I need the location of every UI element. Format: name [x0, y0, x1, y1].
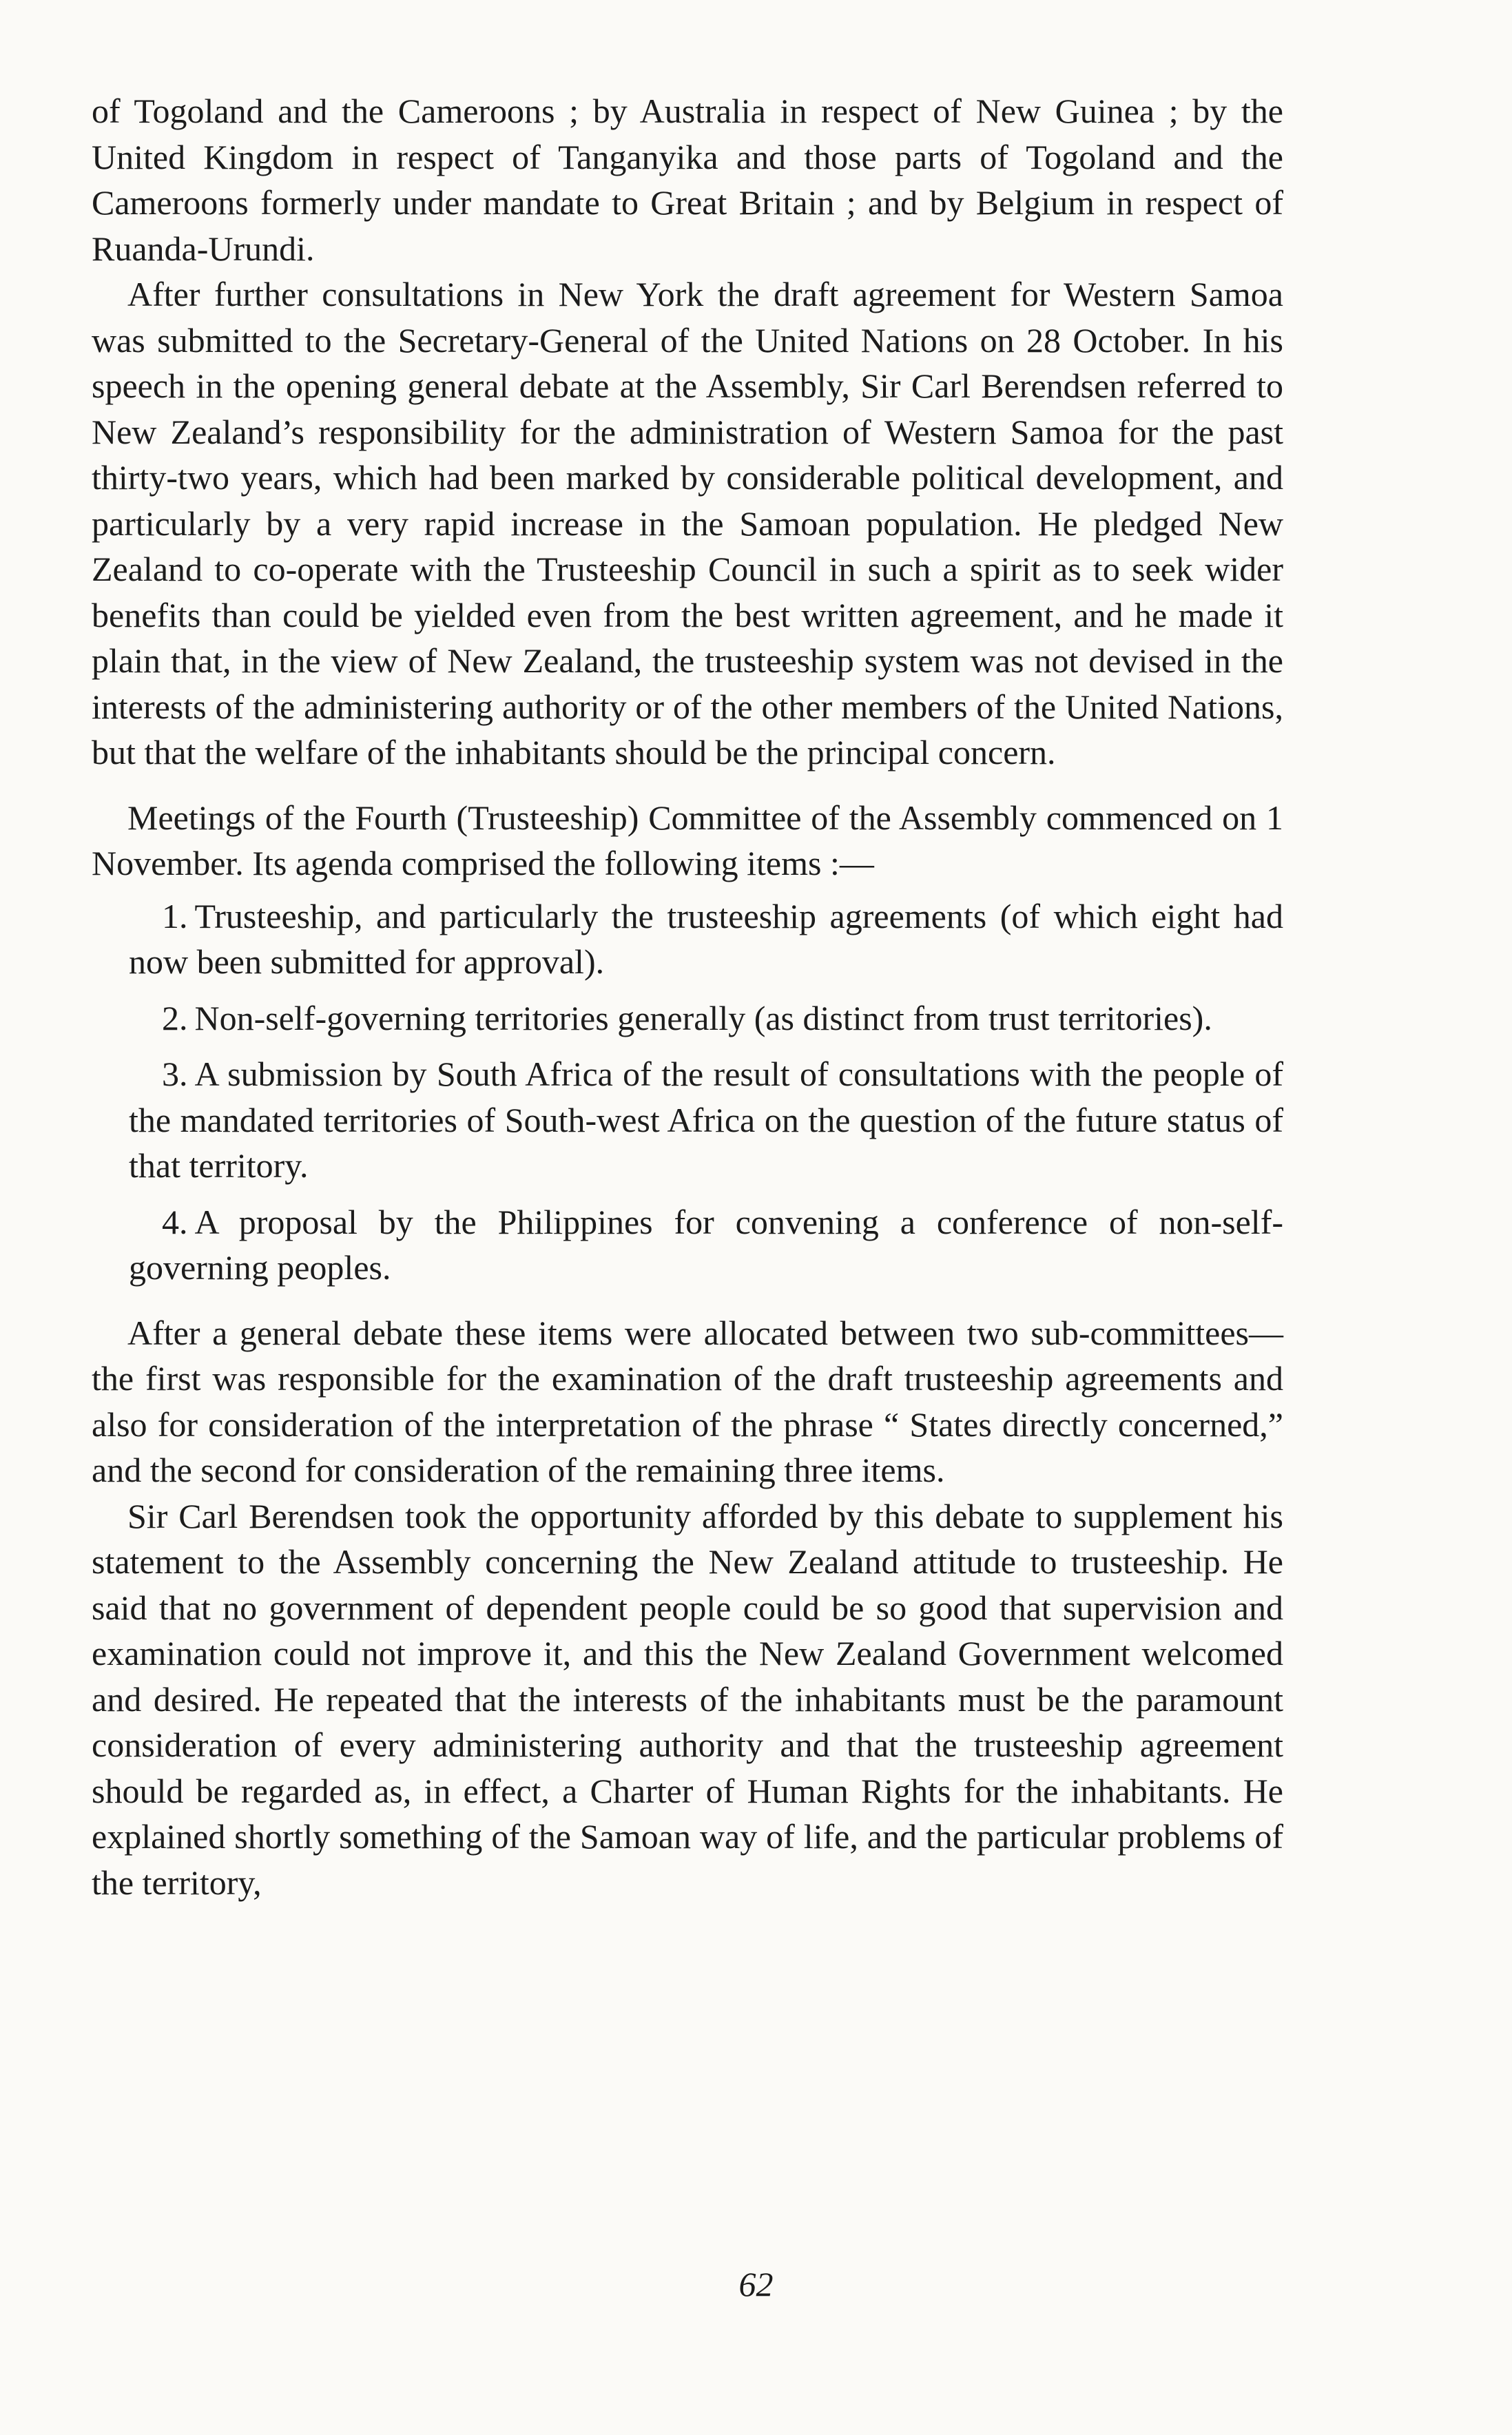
- document-page: [92, 88, 1283, 1905]
- agenda-item-text: A proposal by the Philippines for convening a conference of non-self-governing peoples.: [129, 1202, 1283, 1287]
- agenda-item: [129, 1199, 1283, 1291]
- agenda-item-text: Non-self-governing territories generally (as distinct from trust territories).: [194, 998, 1212, 1037]
- agenda-item-number: 2.: [162, 998, 188, 1037]
- agenda-item: [129, 893, 1283, 985]
- agenda-item-number: 1.: [162, 896, 188, 935]
- agenda-item-number: 4.: [162, 1202, 188, 1241]
- paragraph-berendsen-statement: Sir Carl Berendsen took the opportunity afforded by this debate to supplement his statement to the Assembly concerning the New Zealand attitude to trusteeship. He said that no government of dependent people could be so good that supervision and examination could not improve it, and this the New Zealand Government welcomed and desired. He repeated that the interests of the inhabitants must be the paramount consideration of every administering authority and that the trusteeship agreement should be regarded as, in effect, a Charter of Human Rights for the inhabitants. He explained shortly something of the Samoan way of life, and the particular problems of the territory,: [92, 1496, 1283, 1902]
- paragraph-fourth-committee: Meetings of the Fourth (Trusteeship) Committee of the Assembly commenced on 1 November. Its agenda comprised the following items :—: [92, 798, 1283, 882]
- agenda-list: [92, 893, 1283, 1291]
- agenda-item-text: Trusteeship, and particularly the trusteeship agreements (of which eight had now been submitted for approval).: [129, 896, 1283, 981]
- paragraph-sub-committees: After a general debate these items were allocated between two sub-committees—the first was responsible for the examination of the draft trusteeship agreements and also for consideration of the interpretation of the phrase “ States directly concerned,” and the second for consideration of the remaining three items.: [92, 1313, 1283, 1489]
- agenda-item: [129, 995, 1283, 1042]
- agenda-item-number: 3.: [162, 1055, 188, 1093]
- page-number: 62: [738, 2265, 774, 2303]
- agenda-item-text: A submission by South Africa of the result of consultations with the people of the mandated territories of South-west Africa on the question of the future status of that territory.: [129, 1055, 1283, 1185]
- paragraph-draft-agreement: After further consultations in New York the draft agreement for Western Samoa was submitted to the Secretary-General of the United Nations on 28 October. In his speech in the opening general debate at the Assembly, Sir Carl Berendsen referred to New Zealand’s responsibility for the administration of Western Samoa for the past thirty-two years, which had been marked by considerable political development, and particularly by a very rapid increase in the Samoan population. He pledged New Zealand to co-operate with the Trusteeship Council in such a spirit as to seek wider benefits than could be yielded even from the best written agreement, and he made it plain that, in the view of New Zealand, the trusteeship system was not devised in the interests of the administering authority or of the other members of the United Nations, but that the welfare of the inhabitants should be the principal concern.: [92, 275, 1283, 771]
- agenda-item: [129, 1051, 1283, 1189]
- paragraph-continuation: of Togoland and the Cameroons ; by Australia in respect of New Guinea ; by the United Kingdom in respect of Tanganyika and those parts of Togoland and the Cameroons formerly under mandate to Great Britain ; and by Belgium in respect of Ruanda-Urundi.: [92, 92, 1283, 268]
